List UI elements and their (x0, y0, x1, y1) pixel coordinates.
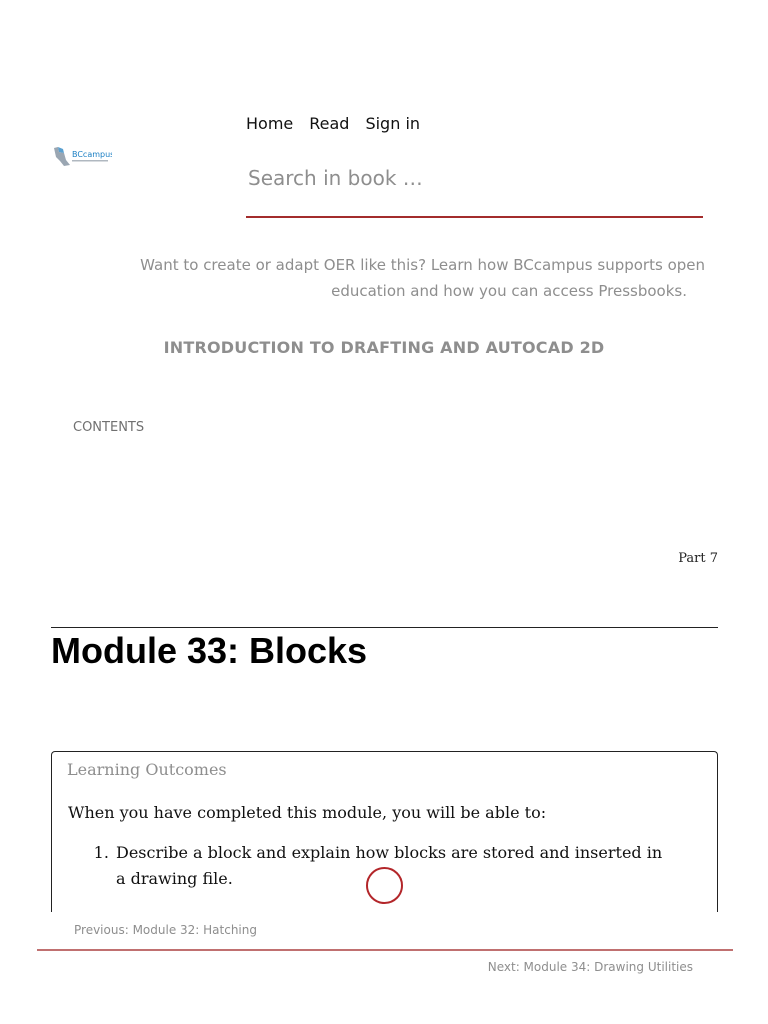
search-input[interactable] (246, 158, 703, 198)
bccampus-logo[interactable] (52, 144, 112, 168)
oer-notice[interactable] (100, 252, 705, 304)
previous-chapter-link[interactable]: Previous: Module 32: Hatching (74, 923, 257, 937)
contents-toggle[interactable]: CONTENTS (73, 420, 145, 435)
learning-outcomes-heading: Learning Outcomes (67, 760, 227, 779)
search-bar (246, 158, 703, 218)
list-item: 1. Describe a block and explain how blocks are stored and inserted in a drawing file. (114, 840, 674, 892)
nav-read-link[interactable]: Read (309, 114, 350, 133)
page-title: Module 33: Blocks (51, 630, 368, 671)
learning-outcomes-list (114, 840, 717, 892)
top-nav (246, 114, 420, 133)
footer-divider (37, 949, 733, 951)
learning-outcomes-intro: When you have completed this module, you will be able to: (68, 803, 547, 822)
oer-notice-line2: education and how you can access Pressbooks. (331, 282, 687, 300)
nav-home-link[interactable]: Home (246, 114, 294, 133)
part-label: Part 7 (678, 551, 718, 566)
book-title-link[interactable]: INTRODUCTION TO DRAFTING AND AUTOCAD 2D (163, 338, 605, 357)
next-chapter-link[interactable]: Next: Module 34: Drawing Utilities (487, 960, 693, 974)
nav-sign-in-link[interactable]: Sign in (365, 114, 421, 133)
svg-text:BCcampus: BCcampus (72, 150, 112, 159)
title-divider (51, 627, 718, 628)
oer-notice-line1: Want to create or adapt OER like this? Learn how BCcampus supports open (140, 256, 705, 274)
bccampus-logo-icon (52, 144, 112, 168)
